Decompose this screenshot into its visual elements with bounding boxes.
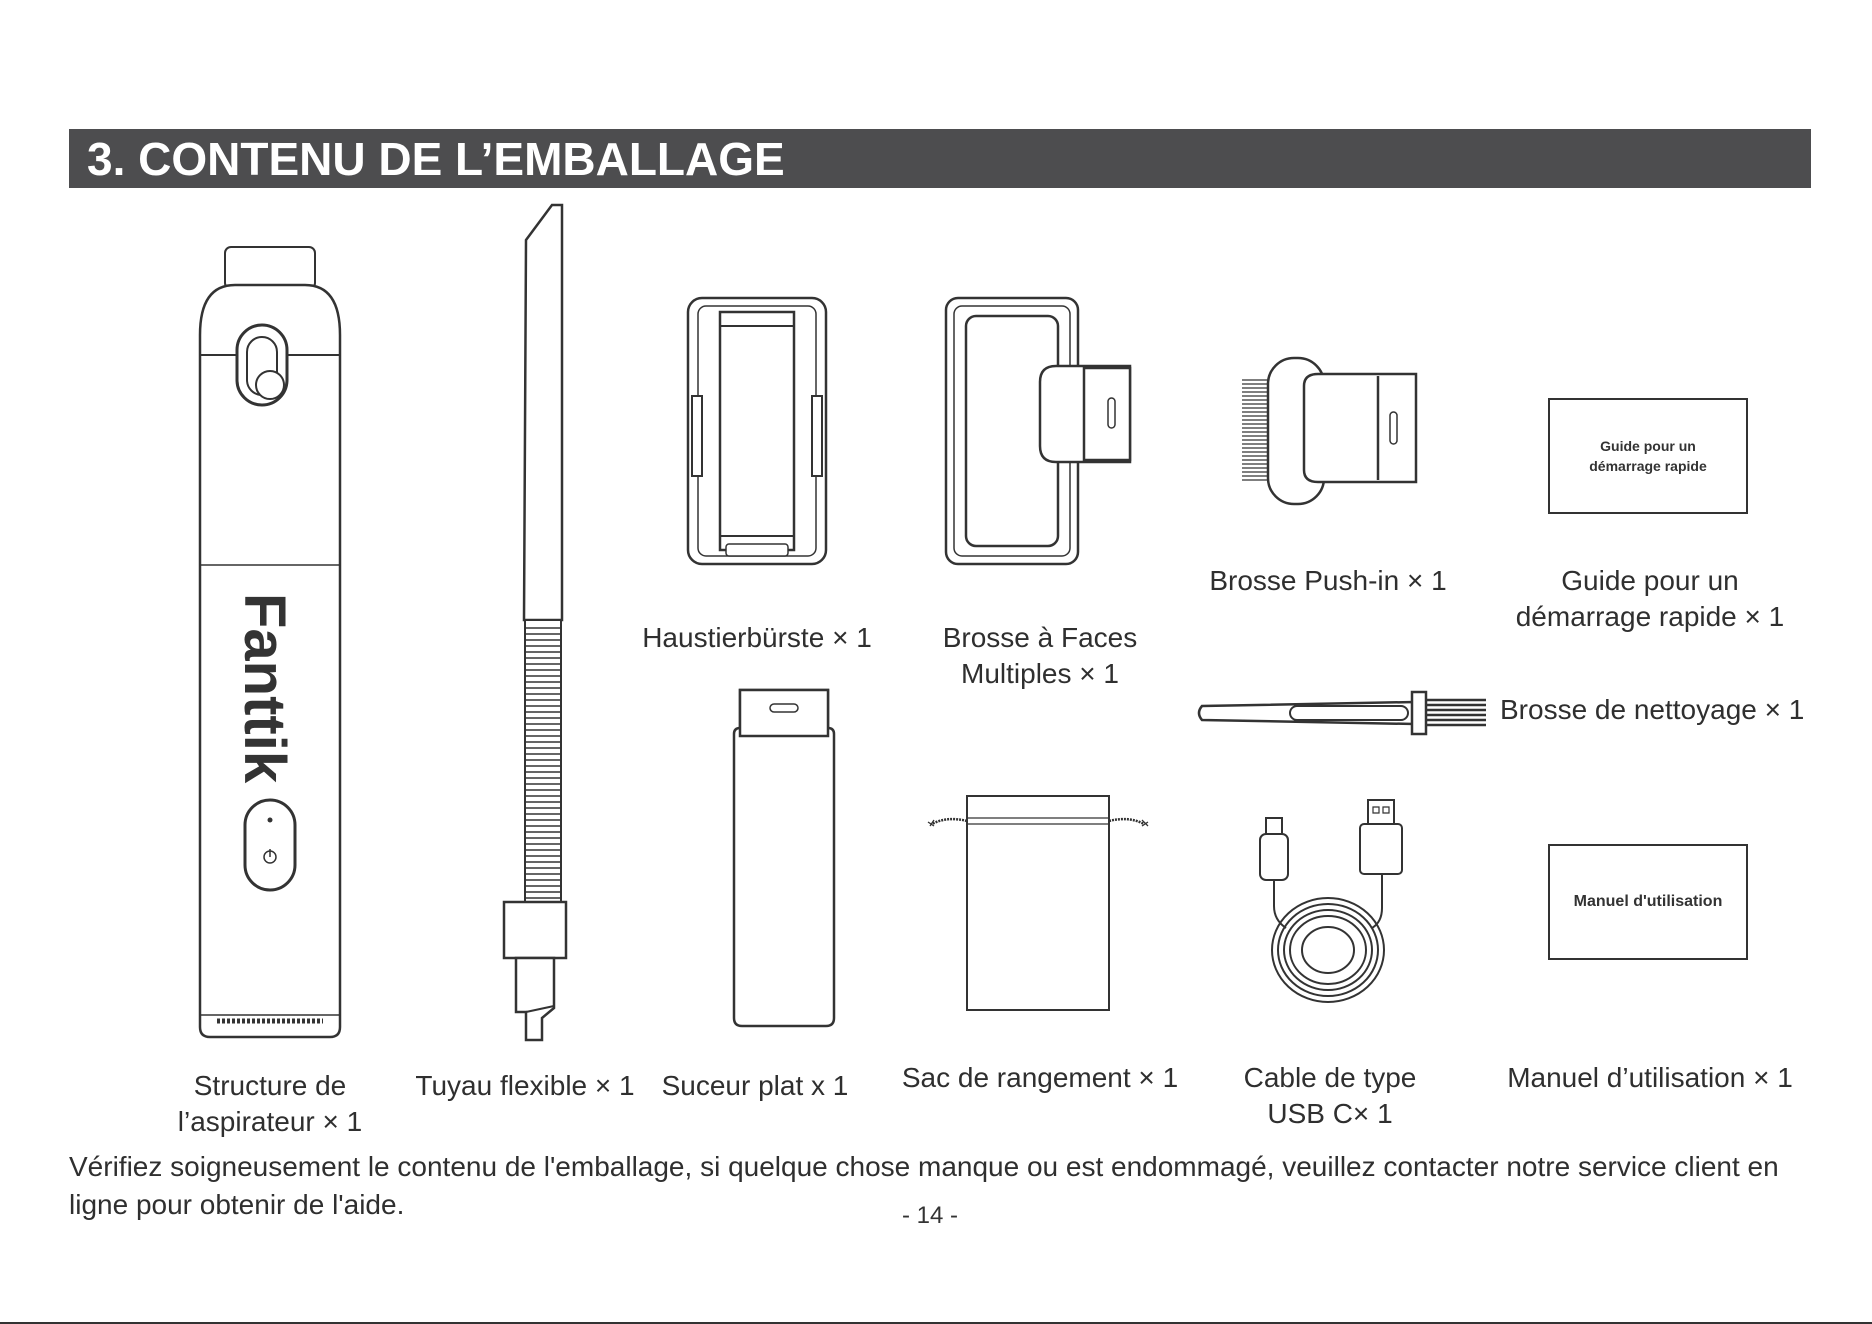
label-multi-surface-brush bbox=[905, 620, 1175, 692]
label-usb-c-cable-line1: Cable de type bbox=[1243, 1062, 1417, 1093]
label-pet-brush: Haustierbürste × 1 bbox=[642, 622, 872, 653]
vacuum-brand-logo: Fanttik bbox=[232, 593, 297, 784]
quick-start-guide-card-line2: démarrage rapide bbox=[1589, 458, 1707, 474]
multi-surface-brush-illustration bbox=[944, 296, 1132, 566]
label-flexible-hose: Tuyau flexible × 1 bbox=[415, 1070, 635, 1101]
label-push-in-brush: Brosse Push-in × 1 bbox=[1209, 565, 1447, 596]
label-vacuum-body-line2: l’aspirateur × 1 bbox=[177, 1106, 363, 1137]
label-quick-start-guide-line1: Guide pour un bbox=[1561, 565, 1739, 596]
user-manual-card-text: Manuel d'utilisation bbox=[1573, 893, 1723, 910]
label-usb-c-cable bbox=[1200, 1060, 1460, 1132]
pet-brush-illustration bbox=[686, 296, 828, 566]
flat-nozzle-illustration bbox=[732, 688, 836, 1028]
label-user-manual: Manuel d’utilisation × 1 bbox=[1507, 1062, 1793, 1093]
page-number: - 14 - bbox=[901, 1202, 958, 1229]
storage-bag-illustration bbox=[922, 792, 1154, 1012]
label-vacuum-body bbox=[135, 1068, 405, 1140]
label-multi-surface-brush-line2: Multiples × 1 bbox=[961, 658, 1119, 689]
label-multi-surface-brush-line1: Brosse à Faces bbox=[942, 622, 1138, 653]
usb-c-cable-illustration bbox=[1256, 798, 1406, 1008]
label-usb-c-cable-line2: USB C× 1 bbox=[1267, 1098, 1393, 1129]
vacuum-body-illustration bbox=[195, 245, 345, 1045]
cleaning-brush-illustration bbox=[1194, 688, 1488, 738]
flexible-hose-illustration bbox=[490, 200, 580, 1050]
label-quick-start-guide bbox=[1490, 563, 1810, 635]
user-manual-card bbox=[1548, 844, 1748, 960]
label-storage-bag: Sac de rangement × 1 bbox=[901, 1062, 1179, 1093]
push-in-brush-illustration bbox=[1238, 356, 1418, 506]
footer-note: Vérifiez soigneusement le contenu de l'emballage, si quelque chose manque ou est endommagé, veuillez contacter notre service client en ligne pour obtenir de l'aide. bbox=[69, 1151, 1779, 1220]
quick-start-guide-card-line1: Guide pour un bbox=[1600, 438, 1696, 454]
label-flat-nozzle: Suceur plat x 1 bbox=[661, 1070, 849, 1101]
quick-start-guide-card bbox=[1548, 398, 1748, 514]
label-cleaning-brush: Brosse de nettoyage × 1 bbox=[1500, 694, 1805, 725]
label-vacuum-body-line1: Structure de bbox=[193, 1070, 347, 1101]
section-title-bar bbox=[69, 129, 1811, 188]
section-title: 3. CONTENU DE L’EMBALLAGE bbox=[87, 133, 785, 185]
label-quick-start-guide-line2: démarrage rapide × 1 bbox=[1515, 601, 1785, 632]
